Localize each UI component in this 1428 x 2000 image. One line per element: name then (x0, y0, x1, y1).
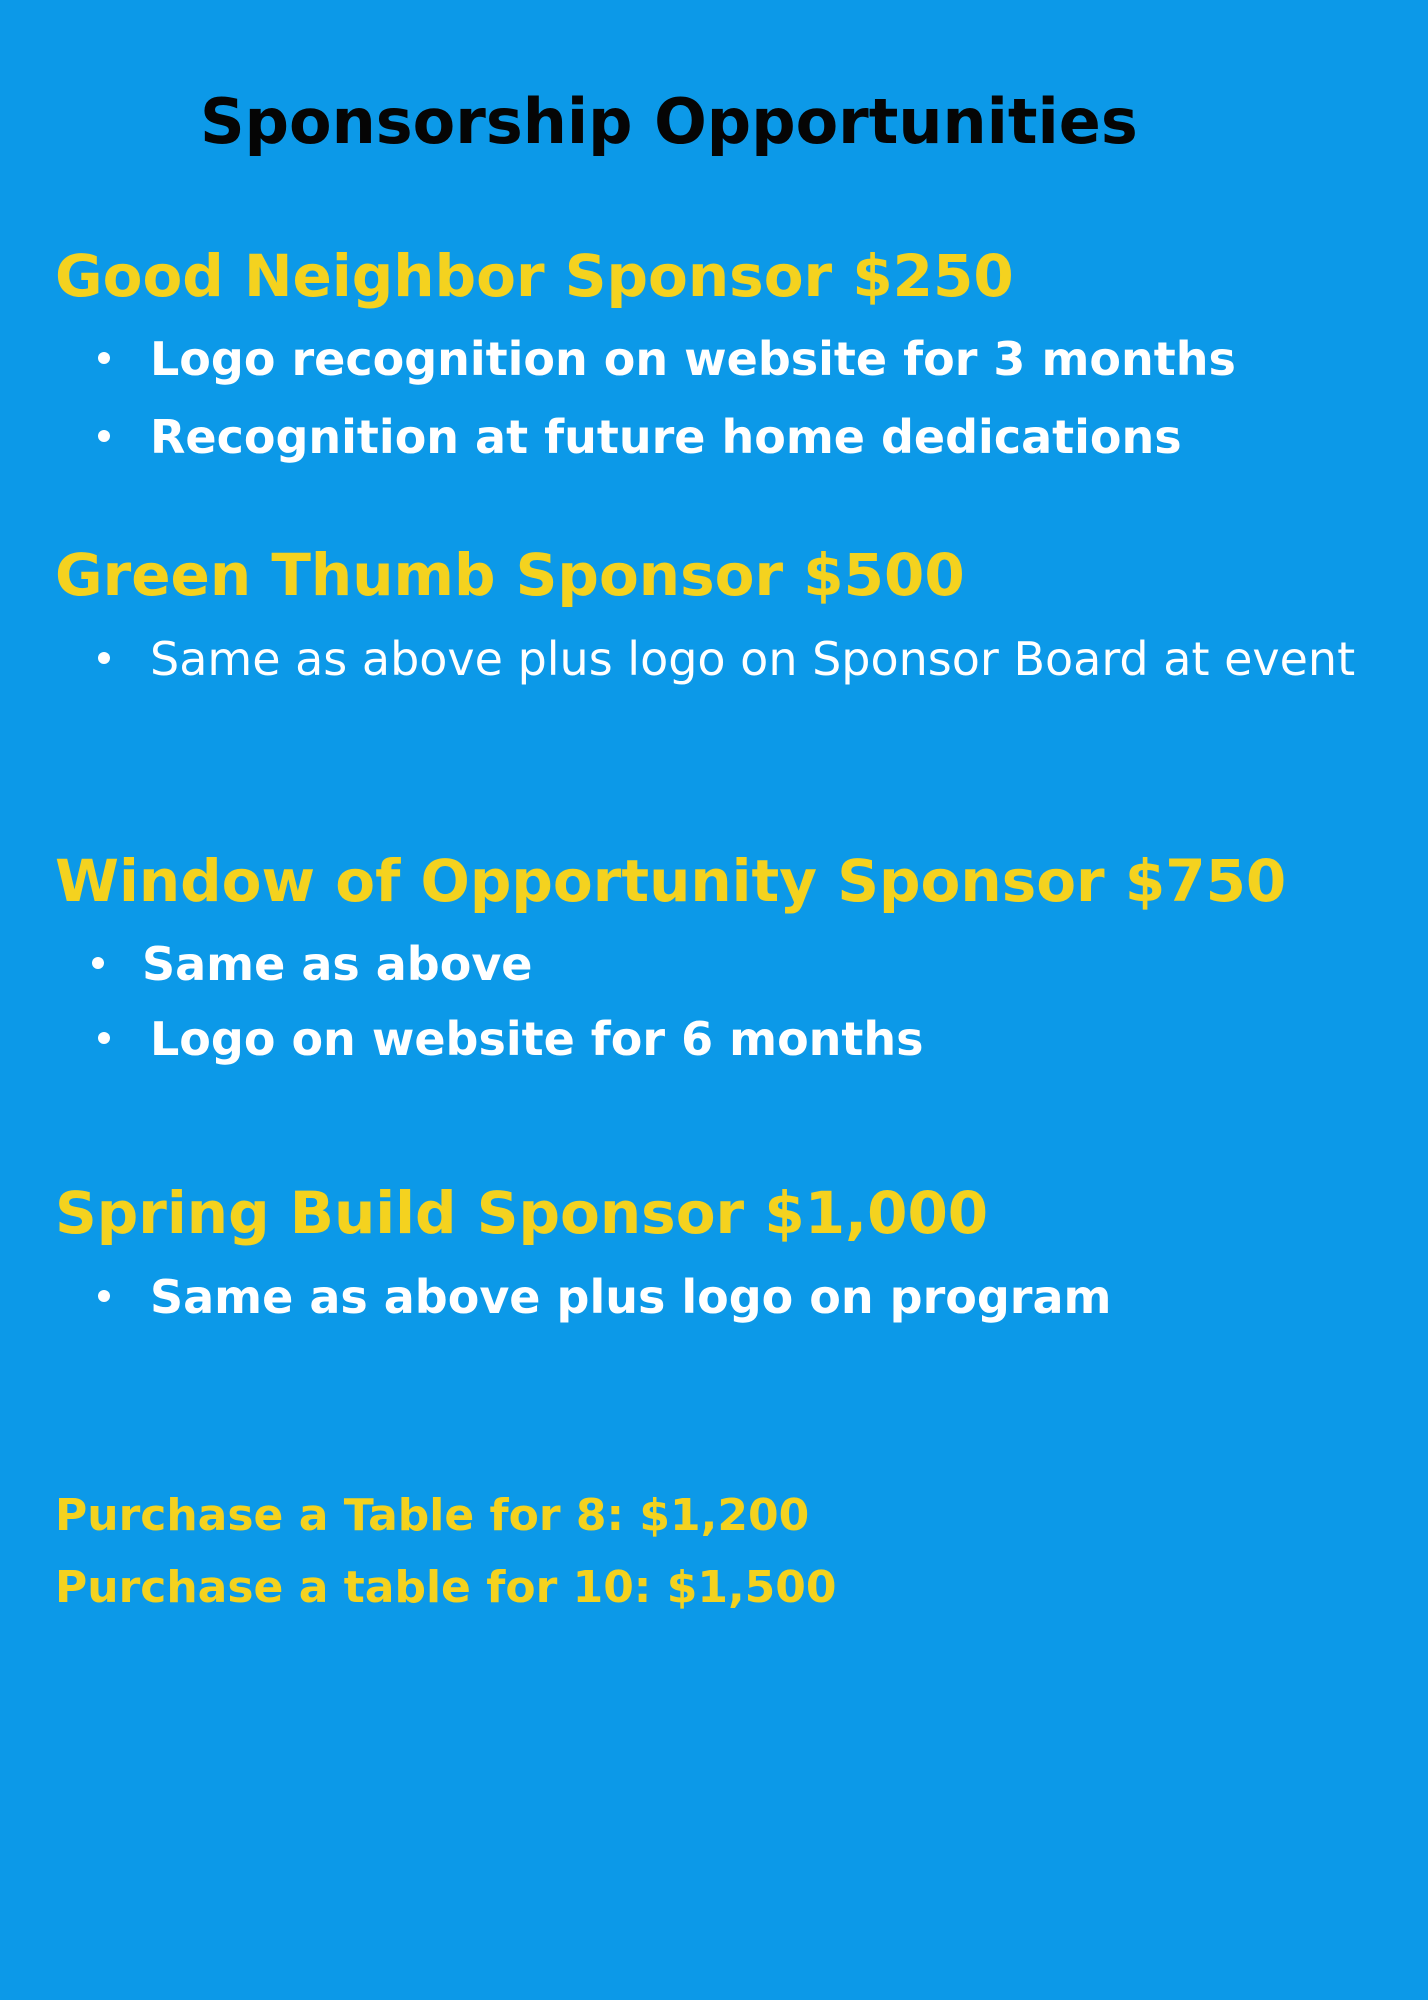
bullet-icon (98, 652, 110, 664)
table-price-8: Purchase a Table for 8: $1,200 (55, 1490, 810, 1541)
bullet-icon (98, 430, 110, 442)
bullet-text: Same as above plus logo on Sponsor Board at event (150, 632, 1356, 686)
bullet-text: Recognition at future home dedications (150, 410, 1182, 464)
page-title: Sponsorship Opportunities (200, 85, 1138, 158)
bullet-icon (92, 957, 104, 969)
bullet-icon (98, 1032, 110, 1044)
tier-heading-window-of-opportunity: Window of Opportunity Sponsor $750 (55, 847, 1287, 915)
bullet-text: Logo recognition on website for 3 months (150, 332, 1236, 386)
bullet-text: Same as above (142, 937, 533, 991)
bullet-text: Same as above plus logo on program (150, 1270, 1112, 1324)
tier-heading-spring-build: Spring Build Sponsor $1,000 (55, 1179, 989, 1247)
bullet-text: Logo on website for 6 months (150, 1012, 924, 1066)
table-price-10: Purchase a table for 10: $1,500 (55, 1562, 837, 1613)
bullet-icon (98, 352, 110, 364)
tier-heading-green-thumb: Green Thumb Sponsor $500 (55, 541, 965, 609)
bullet-icon (98, 1290, 110, 1302)
tier-heading-good-neighbor: Good Neighbor Sponsor $250 (55, 242, 1014, 310)
